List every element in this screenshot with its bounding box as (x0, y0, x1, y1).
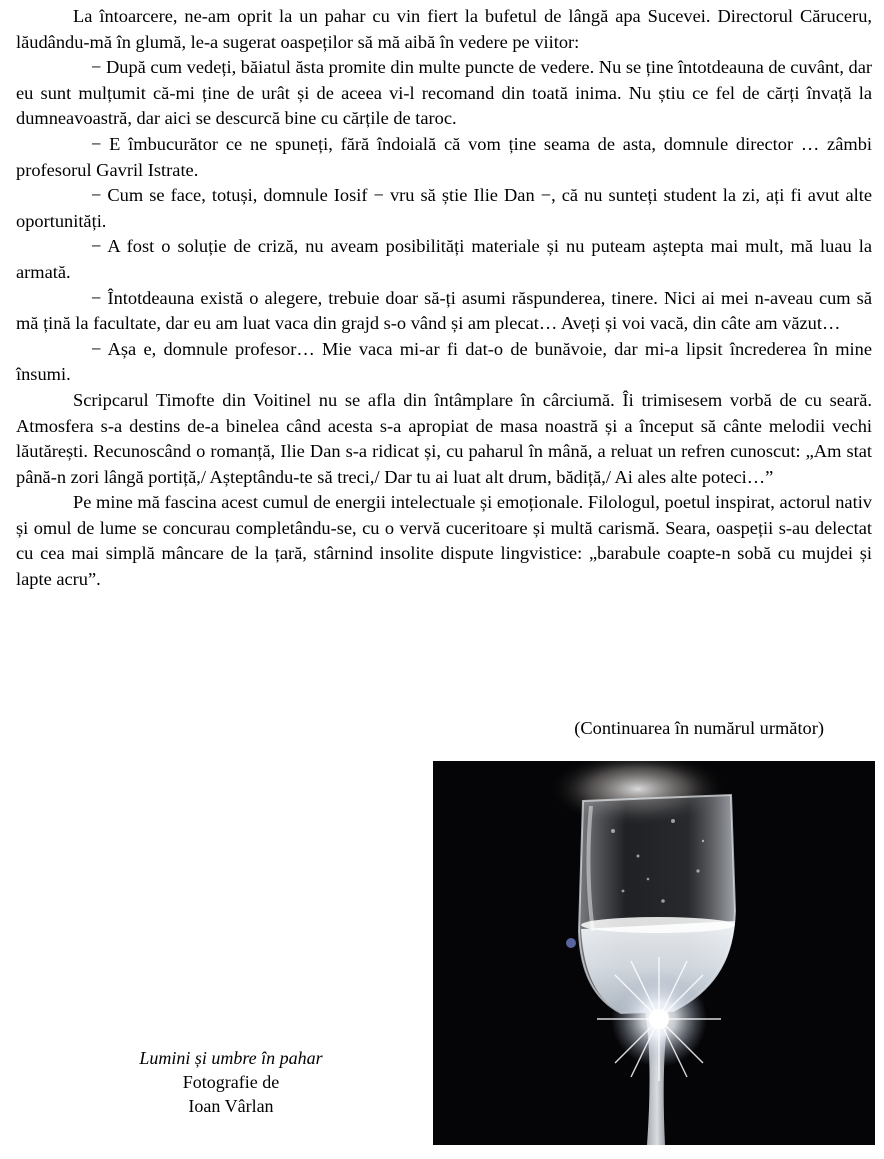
caption-photographer: Ioan Vârlan (188, 1096, 274, 1116)
caption-credit-label: Fotografie de (182, 1072, 280, 1092)
paragraph: − Întotdeauna există o alegere, trebuie doar să-ți asumi răspunderea, tinere. Nici ai mei n-aveau cum să mă țină la facultate, dar eu am luat vaca din grajd s-o vând și am plecat… Aveți și voi vacă, din câte am văzut… (16, 287, 872, 334)
paragraph: − A fost o soluție de criză, nu aveam posibilități materiale și nu puteam aștepta mai mult, mă luau la armată. (16, 236, 872, 282)
paragraph: − După cum vedeți, băiatul ăsta promite din multe puncte de vedere. Nu se ține întotdeauna de cuvânt, dar eu sunt mulțumit că-mi ține de urât și de aceea vi-l recomand din toată inima. Nu știu ce fel de cărți învață la dumneavoastră, dar aici se descurcă bine cu cărțile de taroc. (16, 57, 872, 129)
paragraph: Pe mine mă fascina acest cumul de energii intelectuale și emoționale. Filologul, poetul inspirat, actorul nativ și omul de lume se concurau completându-se, cu o vervă cuceritoare și multă carismă. Seara, oaspeții s-au delectat cu cea mai simplă mâncare de la țară, stârnind insolite dispute lingvistice: „barabule coapte-n sobă cu mujdei și lapte acru”. (16, 492, 872, 590)
paragraph: − Așa e, domnule profesor… Mie vaca mi-ar fi dat-o de bunăvoie, dar mi-a lipsit încrederea în mine însumi. (16, 338, 872, 385)
photo-caption (76, 1046, 386, 1118)
paragraph: La întoarcere, ne-am oprit la un pahar cu vin fiert la bufetul de lângă apa Sucevei. Directorul Căruceru, lăudându-mă în glumă, le-a sugerat oaspeților să mă aibă în vedere pe viitor: (16, 6, 872, 52)
paragraph: − Cum se face, totuși, domnule Iosif − vru să știe Ilie Dan −, că nu sunteți student la zi, ați fi avut alte oportunități. (16, 185, 872, 231)
paragraph: − E îmbucurător ce ne spuneți, fără îndoială că vom ține seama de asta, domnule director … zâmbi profesorul Gavril Istrate. (16, 133, 872, 180)
caption-title: Lumini și umbre în pahar (139, 1048, 323, 1068)
wine-glass-photo (433, 761, 875, 1145)
paragraph: Scripcarul Timofte din Voitinel nu se afla din întâmplare în cârciumă. Îi trimisesem vorbă de cu seară. Atmosfera s-a destins de-a binelea când acesta s-a apropiat de masa noastră și a început să cânte melodii vechi lăutărești. Recunoscând o romanță, Ilie Dan s-a ridicat și, cu paharul în mână, a reluat un refren cunoscut: „Am stat până-n zori lângă portiță,/ Așteptându-te să treci,/ Dar tu ai luat alt drum, bădiță,/ Ai ales alte poteci…” (16, 389, 872, 487)
continuation-note: (Continuarea în numărul următor) (574, 718, 824, 738)
article-body (16, 4, 872, 593)
